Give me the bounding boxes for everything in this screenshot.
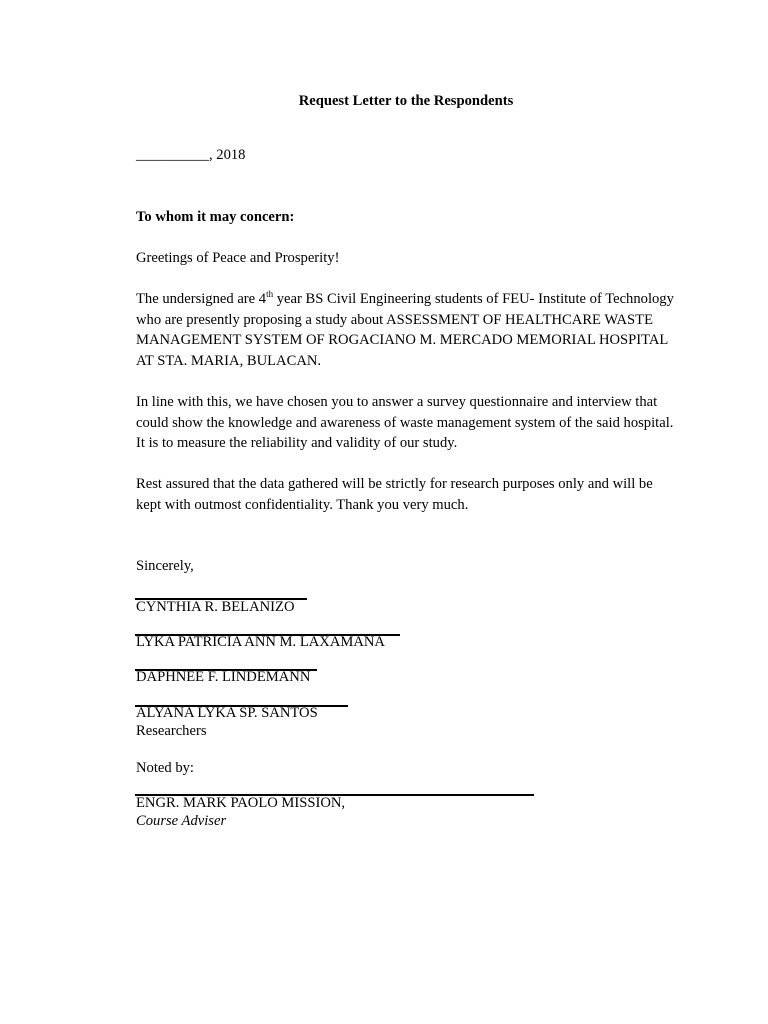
adviser-role: Course Adviser bbox=[136, 813, 227, 829]
date-line: __________, 2018 bbox=[136, 147, 246, 163]
paragraph-intro bbox=[136, 289, 678, 371]
greeting: Greetings of Peace and Prosperity! bbox=[136, 250, 340, 266]
closing: Sincerely, bbox=[136, 558, 194, 574]
noted-by: Noted by: bbox=[136, 760, 194, 776]
researcher-name-2: LYKA PATRICIA ANN M. LAXAMANA bbox=[136, 634, 385, 650]
paragraph-intro-start: The undersigned are 4 bbox=[136, 291, 267, 307]
researcher-name-3: DAPHNEE F. LINDEMANN bbox=[136, 669, 311, 685]
letter-title: Request Letter to the Respondents bbox=[298, 93, 514, 109]
paragraph-intro-rest: year BS Civil Engineering students of FEU- Institute of Technology who are presently proposing a study about ASSESSMENT OF HEALTHCARE WASTE MANAGEMENT SYSTEM OF ROGACIANO M. MERCADO MEMORIAL HOSPITAL AT STA. MARIA, BULACAN. bbox=[136, 291, 674, 369]
ordinal-suffix: th bbox=[266, 289, 274, 299]
paragraph-confidentiality: Rest assured that the data gathered will be strictly for research purposes only and will be kept with outmost confidentiality. Thank you very much. bbox=[136, 476, 653, 513]
researcher-name-1: CYNTHIA R. BELANIZO bbox=[136, 599, 295, 615]
adviser-name: ENGR. MARK PAOLO MISSION, bbox=[136, 795, 346, 811]
researchers-role: Researchers bbox=[136, 723, 207, 739]
salutation: To whom it may concern: bbox=[136, 209, 295, 225]
researcher-name-4: ALYANA LYKA SP. SANTOS bbox=[136, 705, 318, 721]
paragraph-purpose: In line with this, we have chosen you to answer a survey questionnaire and interview that could show the knowledge and awareness of waste management system of the said hospital. It is to measure the reliability and validity of our study. bbox=[136, 394, 674, 452]
